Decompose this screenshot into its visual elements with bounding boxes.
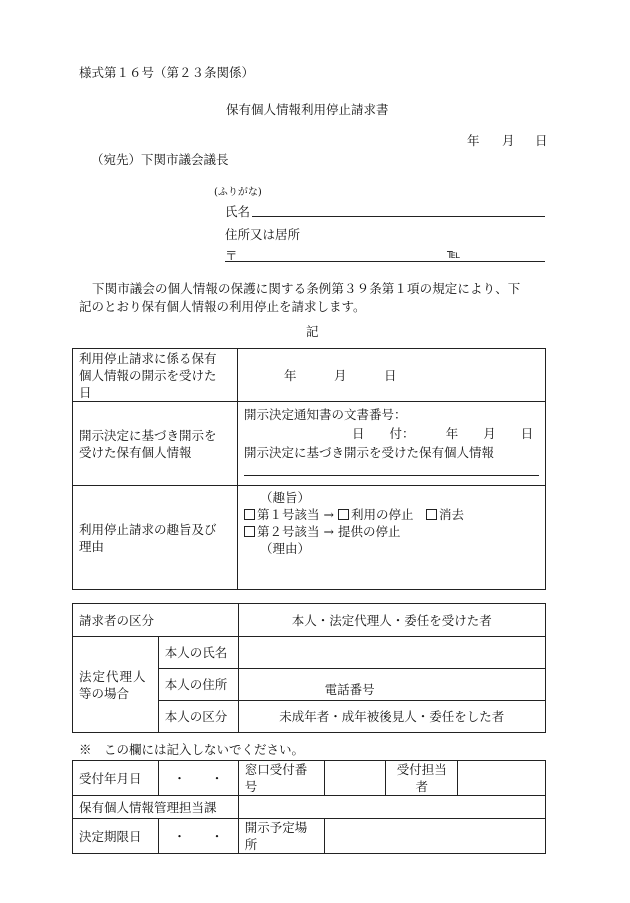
disclosure-date-field[interactable]: 年 月 日 bbox=[238, 349, 546, 402]
address-field[interactable] bbox=[225, 261, 545, 262]
date-day-label: 日 bbox=[535, 133, 548, 148]
received-date-label: 受付年月日 bbox=[73, 761, 159, 796]
phone-label: 電話番号 bbox=[324, 682, 375, 697]
table-row bbox=[73, 796, 546, 819]
purpose-label: （趣旨） bbox=[260, 490, 311, 505]
disclosed-info-line bbox=[244, 475, 539, 476]
option2-row: 第２号該当 → 提供の停止 bbox=[244, 523, 539, 540]
deadline-value: ・ ・ bbox=[158, 819, 238, 854]
agent-case-label: 法定代理人 等の場合 bbox=[73, 637, 159, 733]
option1-checkbox[interactable] bbox=[244, 509, 255, 520]
managing-section-label: 保有個人情報管理担当課 bbox=[73, 796, 239, 819]
principal-address-field[interactable] bbox=[238, 669, 545, 701]
disclosure-place-field[interactable] bbox=[324, 819, 545, 854]
principal-address-label: 本人の住所 bbox=[158, 669, 238, 701]
reason-label: （理由） bbox=[260, 541, 311, 556]
managing-section-field[interactable] bbox=[238, 796, 545, 819]
office-use-note: ※ この欄には記入しないでください。 bbox=[79, 742, 305, 757]
date-month-label: 月 bbox=[502, 133, 515, 148]
deadline-label: 決定期限日 bbox=[73, 819, 159, 854]
option1-row: 第１号該当 → 利用の停止 消去 bbox=[244, 506, 539, 523]
disclosed-info-text: 開示決定に基づき開示を受けた保有個人情報 bbox=[244, 445, 495, 460]
notice-date-label: 日 付： 年 月 日 bbox=[352, 426, 534, 441]
name-label: 氏名 bbox=[225, 204, 251, 219]
principal-category-label: 本人の区分 bbox=[158, 701, 238, 733]
principal-name-field[interactable] bbox=[238, 637, 545, 669]
category-table bbox=[72, 603, 546, 733]
request-paragraph-line1: 下関市議会の個人情報の保護に関する条例第３９条第１項の規定により、下 bbox=[92, 281, 521, 296]
table-row bbox=[73, 349, 546, 402]
table-row bbox=[73, 486, 546, 590]
principal-category-value[interactable]: 未成年者・成年被後見人・委任をした者 bbox=[238, 701, 545, 733]
main-table bbox=[72, 348, 546, 590]
suspend-use-checkbox[interactable] bbox=[338, 509, 349, 520]
receiver-label: 受付担当者 bbox=[386, 761, 458, 796]
table-row bbox=[73, 761, 546, 796]
furigana-label: (ふりがな) bbox=[214, 187, 262, 198]
disclosure-place-label: 開示予定場所 bbox=[238, 819, 324, 854]
postal-mark: 〒 bbox=[225, 248, 238, 263]
request-paragraph-line2: 記のとおり保有個人情報の利用停止を請求します。 bbox=[79, 299, 366, 314]
table-row bbox=[73, 604, 546, 637]
doc-number-label: 開示決定通知書の文書番号： bbox=[244, 407, 407, 422]
disclosed-info-field[interactable] bbox=[238, 402, 546, 486]
principal-name-label: 本人の氏名 bbox=[158, 637, 238, 669]
table-row bbox=[73, 637, 546, 669]
table-row bbox=[73, 402, 546, 486]
requester-category-value[interactable]: 本人・法定代理人・委任を受けた者 bbox=[238, 604, 545, 637]
form-number: 様式第１６号（第２３条関係） bbox=[79, 65, 255, 80]
tel-mark: ℡ bbox=[447, 246, 461, 261]
option2-checkbox[interactable] bbox=[244, 526, 255, 537]
window-number-field[interactable] bbox=[324, 761, 386, 796]
page-title: 保有個人情報利用停止請求書 bbox=[226, 102, 389, 117]
date-year-label: 年 bbox=[467, 133, 480, 148]
purpose-reason-label: 利用停止請求の趣旨及び 理由 bbox=[73, 486, 238, 590]
addressee: （宛先）下関市議会議長 bbox=[91, 152, 229, 167]
disclosure-date-label: 利用停止請求に係る保有 個人情報の開示を受けた 日 bbox=[73, 349, 238, 402]
requester-category-label: 請求者の区分 bbox=[73, 604, 239, 637]
received-date-value: ・ ・ bbox=[158, 761, 238, 796]
name-field[interactable] bbox=[252, 216, 545, 217]
office-table bbox=[72, 760, 546, 854]
address-label: 住所又は居所 bbox=[225, 227, 301, 242]
window-number-label: 窓口受付番号 bbox=[238, 761, 324, 796]
purpose-reason-field[interactable] bbox=[238, 486, 546, 590]
erase-checkbox[interactable] bbox=[426, 509, 437, 520]
table-row bbox=[73, 819, 546, 854]
receiver-field[interactable] bbox=[458, 761, 546, 796]
ki-heading: 記 bbox=[306, 324, 319, 339]
disclosed-info-label: 開示決定に基づき開示を 受けた保有個人情報 bbox=[73, 402, 238, 486]
